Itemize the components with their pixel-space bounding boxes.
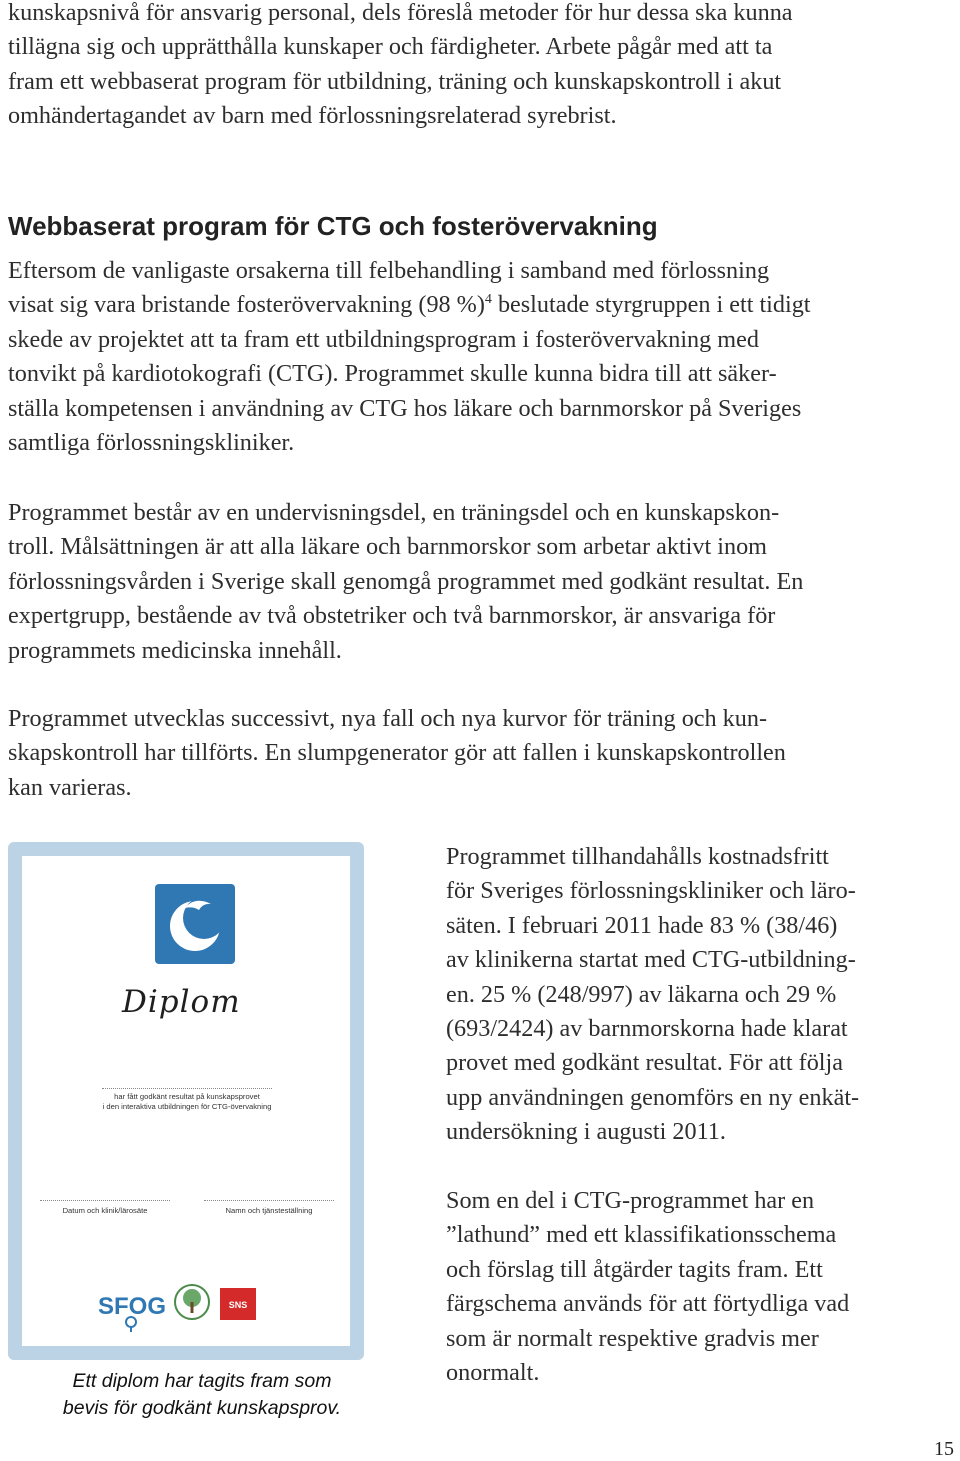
- text-line: säten. I februari 2011 hade 83 % (38/46): [446, 911, 838, 939]
- passed-text-1: har fått godkänt resultat på kunskapsprovet: [114, 1092, 260, 1101]
- text-line: kan varieras.: [8, 773, 132, 801]
- text-line: tillägna sig och upprätthålla kunskaper och färdigheter. Arbete pågår med att ta: [8, 33, 773, 61]
- sns-logo-icon: [220, 1288, 256, 1320]
- text-line: Programmet består av en undervisningsdel, en träningsdel och en kunskapskon-: [8, 499, 780, 526]
- recipient-line: [102, 1088, 272, 1089]
- intro-paragraph: [8, 0, 793, 134]
- section-paragraph-2: [8, 496, 803, 668]
- text-fragment: beslutade styrgruppen i ett tidigt: [491, 291, 811, 319]
- sfog-logo-text: SFOG: [98, 1293, 166, 1320]
- text-line: omhändertagandet av barn med förlossningsrelaterad syrebrist.: [8, 102, 617, 130]
- right-column-paragraph-2: [446, 1184, 849, 1390]
- text-line: troll. Målsättningen är att alla läkare och barnmorskor som arbetar aktivt inom: [8, 533, 767, 561]
- text-line: [8, 288, 811, 322]
- text-line: och förslag till åtgärder tagits fram. Ett: [446, 1255, 823, 1283]
- text-line: skede av projektet att ta fram ett utbildningsprogram i fosterövervakning med: [8, 325, 759, 353]
- text-line: för Sveriges förlossningskliniker och läro-: [446, 877, 856, 905]
- page-number: 15: [934, 1438, 954, 1460]
- date-signature-line: [40, 1200, 170, 1201]
- date-label: Datum och klinik/lärosäte: [62, 1206, 148, 1215]
- section-heading: Webbaserat program för CTG och fosterövervakning: [8, 211, 658, 241]
- diploma-figure: [8, 842, 364, 1360]
- caption-line: Ett diplom har tagits fram som: [72, 1370, 332, 1392]
- diploma-page: [22, 856, 350, 1346]
- text-line: (693/2424) av barnmorskorna hade klarat: [446, 1015, 848, 1043]
- text-line: expertgrupp, bestående av två obstetriker och två barnmorskor, är ansvariga för: [8, 602, 776, 630]
- moon-logo-icon: [155, 884, 235, 964]
- figure-caption: [14, 1368, 390, 1422]
- sns-logo-text: SNS: [228, 1300, 248, 1310]
- text-line: onormalt.: [446, 1359, 540, 1387]
- text-line: programmets medicinska innehåll.: [8, 636, 342, 664]
- text-line: undersökning i augusti 2011.: [446, 1118, 726, 1146]
- text-line: upp användningen genomförs en ny enkät-: [446, 1083, 860, 1111]
- text-line: ställa kompetensen i användning av CTG hos läkare och barnmorskor på Sveriges: [8, 394, 802, 422]
- sfog-logo-icon: [96, 1286, 166, 1332]
- name-label: Namn och tjänsteställning: [225, 1206, 313, 1215]
- text-line: skapskontroll har tillförts. En slumpgenerator gör att fallen i kunskapskontrollen: [8, 739, 786, 767]
- footnote-reference[interactable]: 4: [484, 292, 492, 308]
- text-line: Som en del i CTG-programmet har en: [446, 1187, 815, 1214]
- caption-line: bevis för godkänt kunskapsprov.: [62, 1397, 342, 1419]
- text-line: förlossningsvården i Sverige skall genomgå programmet med godkänt resultat. En: [8, 567, 804, 595]
- text-line: ”lathund” med ett klassifikationsschema: [446, 1221, 837, 1249]
- text-line: som är normalt respektive gradvis mer: [446, 1324, 819, 1352]
- section-paragraph-3: [8, 702, 786, 805]
- text-line: Programmet tillhandahålls kostnadsfritt: [446, 843, 829, 870]
- text-line: kunskapsnivå för ansvarig personal, dels föreslå metoder för hur dessa ska kunna: [8, 0, 793, 26]
- text-line: färgschema används för att förtydliga vad: [446, 1290, 850, 1318]
- text-line: fram ett webbaserat program för utbildning, träning och kunskapskontroll i akut: [8, 67, 782, 95]
- text-line: samtliga förlossningskliniker.: [8, 429, 295, 457]
- section-paragraph-1: [8, 254, 811, 460]
- text-line: provet med godkänt resultat. För att följa: [446, 1049, 843, 1077]
- text-line: en. 25 % (248/997) av läkarna och 29 %: [446, 980, 837, 1008]
- right-column-paragraph-1: [446, 840, 859, 1150]
- text-fragment: visat sig vara bristande fosterövervakning (98 %): [8, 291, 485, 319]
- passed-text-2: i den interaktiva utbildningen för CTG-övervakning: [102, 1102, 272, 1111]
- diploma-title: Diplom: [122, 984, 241, 1020]
- text-line: tonvikt på kardiotokografi (CTG). Programmet skulle kunna bidra till att säker-: [8, 360, 777, 388]
- tree-seal-logo-icon: [172, 1282, 212, 1322]
- text-line: Programmet utvecklas successivt, nya fall och nya kurvor för träning och kun-: [8, 705, 768, 732]
- text-line: Eftersom de vanligaste orsakerna till felbehandling i samband med förlossning: [8, 257, 770, 284]
- text-line: av klinikerna startat med CTG-utbildning-: [446, 946, 856, 974]
- name-signature-line: [204, 1200, 334, 1201]
